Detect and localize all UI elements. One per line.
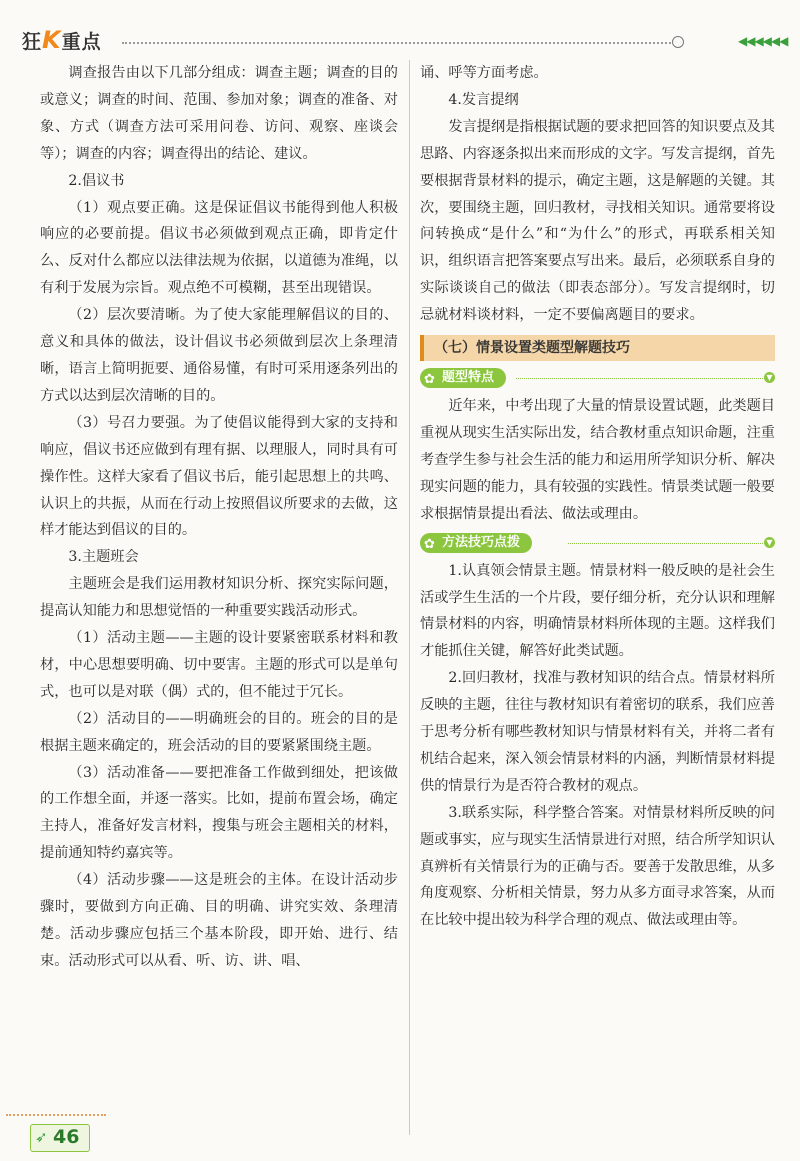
page-number-box (30, 1124, 90, 1152)
tag-dotted-line (568, 543, 763, 544)
subheading: 2.倡议书 (68, 172, 125, 189)
footer-dotted-line (6, 1114, 106, 1116)
paragraph: 调查报告由以下几部分组成：调查主题；调查的目的或意义；调查的时间、范围、参加对象；调查的准备、对象、方式（调查方法可采用问卷、访问、观察、座谈会等）；调查的内容；调查得出的结论、建议。 (40, 65, 398, 162)
subheading: 3.主题班会 (68, 549, 139, 566)
tag-dotted-line (516, 378, 763, 379)
column-divider (409, 60, 410, 1135)
paragraph: 近年来，中考出现了大量的情景设置试题，此类题目重视从现实生活实际出发，结合教材重点知识命题，注重考查学生参与社会生活的能力和运用所学知识分析、解决现实问题的能力，具有较强的实践性。情景类试题一般要求根据情景提出看法、做法或理由。 (420, 398, 775, 522)
page-header (0, 0, 800, 56)
paragraph: （1）活动主题——主题的设计要紧密联系材料和教材，中心思想要明确、切中要害。主题的形式可以是单句式，也可以是对联（偶）式的，但不能过于冗长。 (40, 630, 398, 700)
subheading: 4.发言提纲 (448, 91, 519, 108)
paragraph: （3）活动准备——要把准备工作做到细处，把该做的工作想全面，并逐一落实。比如，提前布置会场，确定主持人，准备好发言材料，搜集与班会主题相关的材料，提前通知特约嘉宾等。 (40, 764, 398, 862)
tag-label (420, 533, 532, 553)
chevron-down-icon: ▼ (764, 372, 775, 383)
logo-k: K (42, 26, 62, 54)
tag-text: 题型特点 (442, 370, 495, 386)
brand-logo (22, 26, 102, 54)
logo-prefix: 狂 (22, 31, 43, 53)
paragraph: 主题班会是我们运用教材知识分析、探究实际问题，提高认知能力和思想觉悟的一种重要实践活动形式。 (40, 576, 398, 620)
paragraph: 发言提纲是指根据试题的要求把回答的知识要点及其思路、内容逐条拟出来而形成的文字。写发言提纲，首先要根据背景材料的提示，确定主题，这是解题的关键。其次，要围绕主题，回归教材，寻找相关知识。通常要将设问转换成“是什么”和“为什么”的形式，再联系相关知识，组织语言把答案要点写出来。最后，必须联系自身的实际谈谈自己的做法（即表态部分）。写发言提纲时，切忌就材料谈材料，一定不要偏离题目的要求。 (420, 118, 775, 324)
lightbulb-icon: ✿ (424, 536, 435, 552)
logo-suffix: 重点 (61, 31, 102, 53)
page-footer (0, 1110, 120, 1161)
paragraph: 诵、呼等方面考虑。 (420, 65, 548, 81)
paragraph: （2）层次要清晰。为了使大家能理解倡议的目的、意义和具体的做法，设计倡议书必须做到层次上条理清晰，语言上简明扼要、通俗易懂，有时可采用逐条列出的方式以达到层次清晰的目的。 (40, 307, 398, 404)
paragraph: （3）号召力要强。为了使倡议能得到大家的支持和响应，倡议书还应做到有理有据、以理服人，同时具有可操作性。这样大家看了倡议书后，能引起思想上的共鸣、认识上的共振，从而在行动上按照倡议所要求的去做，这样才能达到倡议的目的。 (40, 414, 398, 539)
section-heading: （七）情景设置类题型解题技巧 (420, 335, 775, 361)
lightbulb-icon: ✿ (424, 372, 435, 388)
header-dotted-line (122, 42, 682, 44)
tag-row (420, 530, 775, 558)
tag-label (420, 368, 506, 388)
tag-row (420, 365, 775, 393)
tag-text: 方法技巧点拨 (442, 534, 521, 550)
header-ring-icon (672, 36, 684, 48)
paragraph: 2.回归教材，找准与教材知识的结合点。情景材料所反映的主题，往往与教材知识有着密切的联系，我们应善于思考分析有哪些教材知识与情景材料有关，并将二者有机结合起来，深入领会情景材料的内涵，判断情景材料提供的情景行为是否符合教材的观点。 (420, 670, 775, 794)
paragraph: 3.联系实际，科学整合答案。对情景材料所反映的问题或事实，应与现实生活情景进行对照，结合所学知识认真辨析有关情景行为的正确与否。要善于发散思维，从多角度观察、分析相关情景，努力从多方面寻求答案，从而在比较中提出较为科学合理的观点、做法或理由等。 (420, 804, 775, 929)
chevron-down-icon: ▼ (764, 537, 775, 548)
page-number: 46 (53, 1126, 80, 1148)
paragraph: （1）观点要正确。这是保证倡议书能得到他人积极响应的必要前提。倡议书必须做到观点正确，即肯定什么、反对什么都应以法律法规为依据，以道德为准绳，以有利于发展为宗旨。观点绝不可模糊，甚至出现错误。 (40, 199, 398, 297)
right-column (420, 60, 775, 934)
paragraph: （4）活动步骤——这是班会的主体。在设计活动步骤时，要做到方向正确、目的明确、讲究实效、条理清楚。活动步骤应包括三个基本阶段，即开始、进行、结束。活动形式可以从看、听、访、讲、唱、 (40, 872, 398, 969)
runner-icon: ➶ (35, 1128, 48, 1146)
left-column (40, 60, 398, 975)
paragraph: （2）活动目的——明确班会的目的。班会的目的是根据主题来确定的，班会活动的目的要紧紧围绕主题。 (40, 710, 398, 754)
paragraph: 1.认真领会情景主题。情景材料一般反映的是社会生活或学生生活的一个片段，要仔细分析，充分认识和理解情景材料的内容，明确情景材料所体现的主题。这样我们才能抓住关键，解答好此类试题。 (420, 562, 775, 660)
arrows-icon: ◀◀◀◀◀◀ (738, 34, 788, 48)
